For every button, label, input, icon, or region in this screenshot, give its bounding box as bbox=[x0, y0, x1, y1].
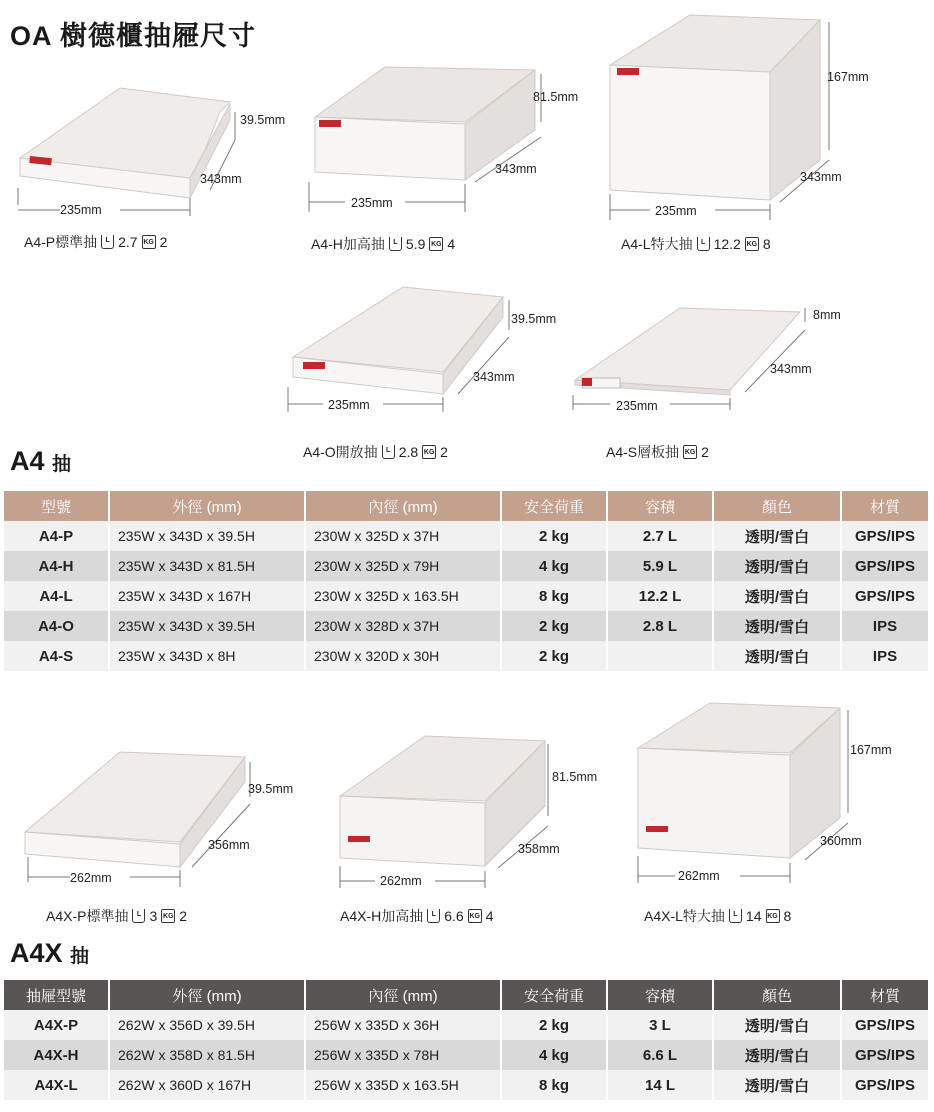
a4x-spec-table bbox=[4, 980, 930, 1100]
a4x-l-name: A4X-L特大抽 bbox=[644, 908, 725, 924]
section-a4x-label: A4X bbox=[10, 938, 63, 968]
a4-h-caption bbox=[311, 234, 455, 254]
cell-volume: 3 L bbox=[607, 1010, 713, 1040]
cell-load: 2 kg bbox=[501, 1010, 607, 1040]
liter-icon: L bbox=[729, 909, 742, 923]
a4x-p-name: A4X-P標準抽 bbox=[46, 908, 129, 924]
a4x-col-model: 抽屜型號 bbox=[4, 980, 109, 1010]
cell-color: 透明/雪白 bbox=[713, 581, 841, 611]
cell-material: IPS bbox=[841, 611, 929, 641]
cell-inner: 256W x 335D x 78H bbox=[305, 1040, 501, 1070]
cell-material: GPS/IPS bbox=[841, 581, 929, 611]
table-row bbox=[4, 551, 929, 581]
table-row bbox=[4, 581, 929, 611]
liter-icon: L bbox=[697, 237, 710, 251]
cell-load: 4 kg bbox=[501, 551, 607, 581]
cell-load: 2 kg bbox=[501, 641, 607, 671]
cell-outer: 235W x 343D x 167H bbox=[109, 581, 305, 611]
cell-outer: 235W x 343D x 39.5H bbox=[109, 611, 305, 641]
cell-load: 8 kg bbox=[501, 1070, 607, 1100]
cell-model: A4X-H bbox=[4, 1040, 109, 1070]
a4-p-height: 39.5mm bbox=[240, 113, 286, 127]
a4-l-width: 235mm bbox=[655, 204, 697, 218]
a4-o-depth: 343mm bbox=[473, 370, 515, 384]
table-row bbox=[4, 1070, 929, 1100]
drawer-a4x-h bbox=[330, 726, 630, 932]
a4-col-material: 材質 bbox=[841, 491, 929, 521]
weight-icon: KG bbox=[142, 235, 156, 249]
a4-col-inner: 內徑 (mm) bbox=[305, 491, 501, 521]
a4x-table-header bbox=[4, 980, 929, 1010]
cell-model: A4-S bbox=[4, 641, 109, 671]
a4-l-height: 167mm bbox=[827, 70, 869, 84]
a4-h-height: 81.5mm bbox=[533, 90, 579, 104]
cell-color: 透明/雪白 bbox=[713, 641, 841, 671]
cell-outer: 235W x 343D x 81.5H bbox=[109, 551, 305, 581]
liter-icon: L bbox=[382, 445, 395, 459]
section-a4x-title bbox=[10, 938, 89, 969]
a4x-l-height: 167mm bbox=[850, 743, 892, 757]
drawer-a4-s bbox=[570, 300, 850, 467]
a4-p-caption bbox=[24, 232, 167, 252]
cell-model: A4-P bbox=[4, 521, 109, 551]
cell-inner: 230W x 325D x 163.5H bbox=[305, 581, 501, 611]
drawer-a4-l-illustration bbox=[605, 10, 895, 262]
liter-icon: L bbox=[427, 909, 440, 923]
a4x-p-kg: 2 bbox=[179, 908, 188, 924]
a4-o-kg: 2 bbox=[440, 444, 448, 460]
cell-load: 4 kg bbox=[501, 1040, 607, 1070]
a4-s-name: A4-S層板抽 bbox=[606, 444, 680, 460]
cell-inner: 230W x 328D x 37H bbox=[305, 611, 501, 641]
a4-s-height: 8mm bbox=[813, 308, 841, 322]
a4x-l-width: 262mm bbox=[678, 869, 720, 883]
cell-color: 透明/雪白 bbox=[713, 1040, 841, 1070]
cell-color: 透明/雪白 bbox=[713, 1070, 841, 1100]
a4-p-depth: 343mm bbox=[200, 172, 242, 186]
a4-o-name: A4-O開放抽 bbox=[303, 444, 378, 460]
weight-icon: KG bbox=[745, 237, 759, 251]
cell-material: GPS/IPS bbox=[841, 521, 929, 551]
a4-s-depth: 343mm bbox=[770, 362, 812, 376]
a4-s-width: 235mm bbox=[616, 399, 658, 413]
cell-color: 透明/雪白 bbox=[713, 551, 841, 581]
drawer-a4-h bbox=[305, 12, 595, 262]
cell-inner: 230W x 325D x 79H bbox=[305, 551, 501, 581]
table-row bbox=[4, 521, 929, 551]
a4-col-volume: 容積 bbox=[607, 491, 713, 521]
cell-color: 透明/雪白 bbox=[713, 1010, 841, 1040]
cell-model: A4-H bbox=[4, 551, 109, 581]
drawer-a4x-l-illustration bbox=[630, 698, 930, 932]
a4-col-load: 安全荷重 bbox=[501, 491, 607, 521]
a4x-col-outer: 外徑 (mm) bbox=[109, 980, 305, 1010]
a4x-l-kg: 8 bbox=[783, 908, 792, 924]
section-a4-label: A4 bbox=[10, 446, 45, 476]
a4-h-depth: 343mm bbox=[495, 162, 537, 176]
cell-material: GPS/IPS bbox=[841, 551, 929, 581]
cell-load: 2 kg bbox=[501, 611, 607, 641]
cell-outer: 262W x 358D x 81.5H bbox=[109, 1040, 305, 1070]
section-a4-title bbox=[10, 446, 71, 477]
drawer-a4x-p bbox=[10, 742, 310, 932]
table-row bbox=[4, 641, 929, 671]
drawer-a4-p bbox=[10, 80, 300, 260]
drawer-a4-h-illustration bbox=[305, 12, 595, 262]
cell-material: IPS bbox=[841, 641, 929, 671]
drawer-a4x-l bbox=[630, 698, 930, 932]
cell-model: A4X-P bbox=[4, 1010, 109, 1040]
a4x-l-liters: 14 bbox=[745, 908, 762, 924]
cell-load: 8 kg bbox=[501, 581, 607, 611]
a4-p-kg: 2 bbox=[159, 234, 168, 250]
a4x-p-width: 262mm bbox=[70, 871, 112, 885]
a4-spec-table bbox=[4, 491, 930, 671]
a4x-h-width: 262mm bbox=[380, 874, 422, 888]
a4-col-model: 型號 bbox=[4, 491, 109, 521]
cell-volume: 2.8 L bbox=[607, 611, 713, 641]
cell-inner: 256W x 335D x 36H bbox=[305, 1010, 501, 1040]
liter-icon: L bbox=[132, 909, 145, 923]
drawer-a4-o-illustration bbox=[283, 282, 573, 467]
a4-l-caption bbox=[621, 234, 771, 254]
cell-volume bbox=[607, 641, 713, 671]
weight-icon: KG bbox=[766, 909, 780, 923]
a4x-col-material: 材質 bbox=[841, 980, 929, 1010]
a4x-col-color: 顏色 bbox=[713, 980, 841, 1010]
section-a4x-suffix: 抽 bbox=[70, 946, 90, 967]
a4x-l-caption bbox=[644, 906, 791, 926]
cell-model: A4X-L bbox=[4, 1070, 109, 1100]
cell-material: GPS/IPS bbox=[841, 1070, 929, 1100]
drawer-a4-o bbox=[283, 282, 573, 467]
cell-material: GPS/IPS bbox=[841, 1040, 929, 1070]
a4-col-outer: 外徑 (mm) bbox=[109, 491, 305, 521]
cell-outer: 262W x 360D x 167H bbox=[109, 1070, 305, 1100]
weight-icon: KG bbox=[683, 445, 697, 459]
cell-material: GPS/IPS bbox=[841, 1010, 929, 1040]
a4x-h-kg: 4 bbox=[485, 908, 494, 924]
weight-icon: KG bbox=[422, 445, 436, 459]
a4-o-caption bbox=[303, 442, 448, 462]
a4-h-width: 235mm bbox=[351, 196, 393, 210]
a4x-h-caption bbox=[340, 906, 494, 926]
weight-icon: KG bbox=[161, 909, 175, 923]
a4-h-liters: 5.9 bbox=[405, 236, 426, 252]
weight-icon: KG bbox=[429, 237, 443, 251]
page-title: OA 樹德櫃抽屜尺寸 bbox=[10, 21, 256, 51]
cell-outer: 235W x 343D x 8H bbox=[109, 641, 305, 671]
a4-l-liters: 12.2 bbox=[713, 236, 741, 252]
a4-l-name: A4-L特大抽 bbox=[621, 236, 693, 252]
a4-s-caption bbox=[606, 442, 709, 462]
section-a4-suffix: 抽 bbox=[52, 454, 72, 475]
cell-volume: 5.9 L bbox=[607, 551, 713, 581]
a4-l-depth: 343mm bbox=[800, 170, 842, 184]
a4-s-kg: 2 bbox=[701, 444, 709, 460]
a4x-h-name: A4X-H加高抽 bbox=[340, 908, 424, 924]
a4x-h-liters: 6.6 bbox=[444, 908, 464, 924]
cell-volume: 6.6 L bbox=[607, 1040, 713, 1070]
cell-inner: 230W x 320D x 30H bbox=[305, 641, 501, 671]
drawer-a4x-p-illustration bbox=[10, 742, 310, 932]
cell-inner: 256W x 335D x 163.5H bbox=[305, 1070, 501, 1100]
a4-l-kg: 8 bbox=[762, 236, 771, 252]
a4x-p-liters: 3 bbox=[149, 908, 158, 924]
a4x-h-height: 81.5mm bbox=[552, 770, 598, 784]
a4-h-kg: 4 bbox=[447, 236, 456, 252]
a4-p-name: A4-P標準抽 bbox=[24, 234, 98, 250]
a4x-p-depth: 356mm bbox=[208, 838, 250, 852]
cell-load: 2 kg bbox=[501, 521, 607, 551]
a4-o-width: 235mm bbox=[328, 398, 370, 412]
cell-color: 透明/雪白 bbox=[713, 521, 841, 551]
liter-icon: L bbox=[389, 237, 402, 251]
table-row bbox=[4, 611, 929, 641]
a4-o-liters: 2.8 bbox=[398, 444, 419, 460]
a4-p-liters: 2.7 bbox=[118, 234, 138, 250]
cell-color: 透明/雪白 bbox=[713, 611, 841, 641]
table-row bbox=[4, 1010, 929, 1040]
a4x-p-height: 39.5mm bbox=[248, 782, 294, 796]
drawer-a4-l bbox=[605, 10, 895, 262]
a4-o-height: 39.5mm bbox=[511, 312, 557, 326]
a4x-p-caption bbox=[46, 906, 187, 926]
cell-volume: 12.2 L bbox=[607, 581, 713, 611]
a4x-l-depth: 360mm bbox=[820, 834, 862, 848]
a4-table-header bbox=[4, 491, 929, 521]
a4-p-width: 235mm bbox=[60, 203, 102, 217]
cell-inner: 230W x 325D x 37H bbox=[305, 521, 501, 551]
cell-outer: 235W x 343D x 39.5H bbox=[109, 521, 305, 551]
a4x-col-inner: 內徑 (mm) bbox=[305, 980, 501, 1010]
a4-h-name: A4-H加高抽 bbox=[311, 236, 385, 252]
a4x-col-volume: 容積 bbox=[607, 980, 713, 1010]
cell-model: A4-O bbox=[4, 611, 109, 641]
weight-icon: KG bbox=[468, 909, 482, 923]
a4x-col-load: 安全荷重 bbox=[501, 980, 607, 1010]
a4-col-color: 顏色 bbox=[713, 491, 841, 521]
a4x-h-depth: 358mm bbox=[518, 842, 560, 856]
cell-outer: 262W x 356D x 39.5H bbox=[109, 1010, 305, 1040]
drawer-a4x-h-illustration bbox=[330, 726, 630, 932]
liter-icon: L bbox=[101, 235, 114, 249]
cell-volume: 2.7 L bbox=[607, 521, 713, 551]
cell-model: A4-L bbox=[4, 581, 109, 611]
table-row bbox=[4, 1040, 929, 1070]
cell-volume: 14 L bbox=[607, 1070, 713, 1100]
